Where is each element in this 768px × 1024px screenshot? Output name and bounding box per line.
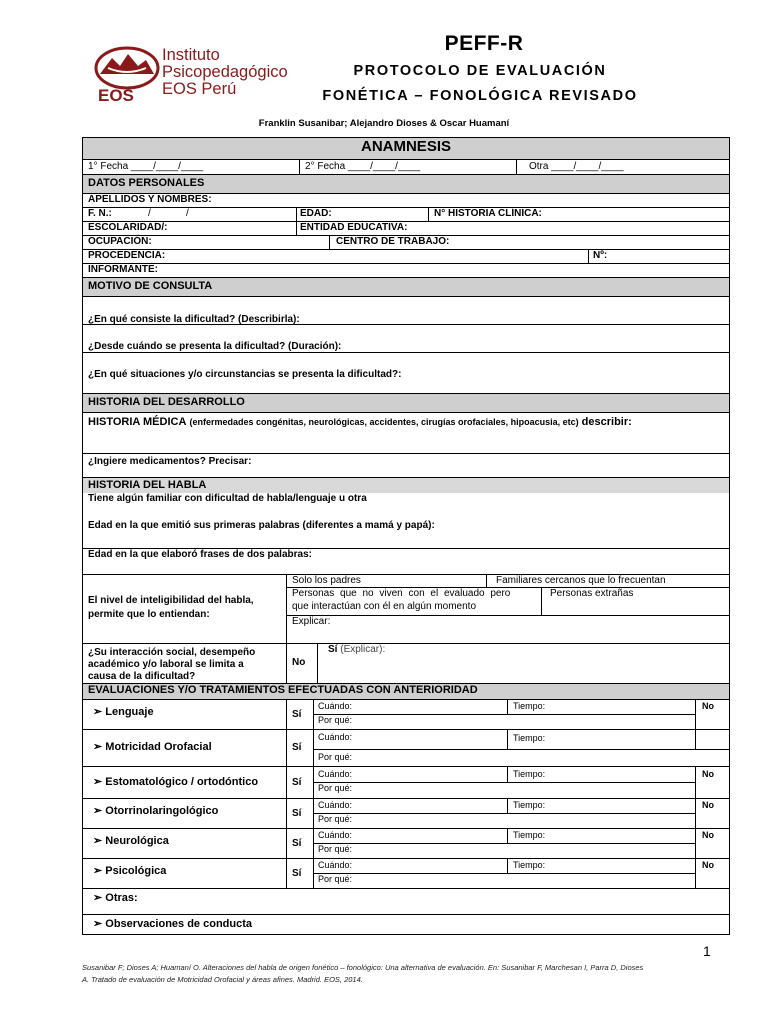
date-1-field[interactable]: 1° Fecha ____/____/____ (88, 161, 204, 172)
inteligibilidad-explicar[interactable]: Explicar: (292, 616, 331, 627)
habla-header (83, 478, 729, 493)
entidad-label[interactable]: ENTIDAD EDUCATIVA: (300, 222, 408, 233)
arrow-icon: ➢ (93, 776, 103, 788)
historia-medica-describir: describir: (581, 416, 632, 428)
social-explicar: (Explicar): (340, 644, 386, 655)
numero-label[interactable]: Nº: (593, 250, 608, 261)
anamnesis-title: ANAMNESIS (360, 138, 451, 155)
option-personas-line-2[interactable]: que interactúan con él en algún momento (292, 601, 477, 612)
citation-line-1: Susanibar F; Dioses A; Huamaní O. Alteraciones del habla de origen fonético – fonológico: Una alternativa de evaluación. En: Susanibar F, Marchesan I, Parra D, Dioses (82, 963, 644, 972)
logo-line-1: Instituto (162, 46, 220, 64)
arrow-icon: ➢ (93, 805, 103, 817)
edad-label[interactable]: EDAD: (300, 208, 332, 219)
fn-separator-2: / (186, 208, 189, 219)
eval-psicologica-tiempo[interactable]: Tiempo: (513, 860, 546, 870)
eval-row-estomatologico (83, 767, 729, 799)
ocupacion-row (83, 236, 729, 250)
eval-lenguaje-si[interactable]: Sí (292, 709, 302, 720)
eval-estomatologico-tiempo[interactable]: Tiempo: (513, 769, 546, 779)
eval-item-otras[interactable]: ➢ Otras: (93, 892, 138, 904)
inteligibilidad-label-2: permite que lo entiendan: (88, 609, 210, 620)
motivo-title: MOTIVO DE CONSULTA (88, 280, 213, 292)
centro-trabajo-label[interactable]: CENTRO DE TRABAJO: (336, 236, 450, 247)
eval-lenguaje-cuando[interactable]: Cuándo: (318, 701, 353, 711)
logo-line-3: EOS Perú (162, 80, 237, 98)
motivo-q3[interactable]: ¿En qué situaciones y/o circunstancias se presenta la dificultad?: (88, 369, 402, 380)
escolaridad-row (83, 222, 729, 236)
eval-item-psicologica: ➢ Psicológica (93, 865, 167, 877)
eval-psicologica-cuando[interactable]: Cuándo: (318, 860, 353, 870)
eval-row-lenguaje (83, 700, 729, 730)
familiar-question[interactable]: Tiene algún familiar con dificultad de habla/lenguaje u otra (88, 493, 367, 504)
apellidos-row (83, 194, 729, 208)
arrow-icon: ➢ (93, 892, 103, 904)
anamnesis-form (82, 137, 730, 935)
eval-estomatologico-porque[interactable]: Por qué: (318, 783, 353, 793)
escolaridad-label[interactable]: ESCOLARIDAD/: (88, 222, 168, 233)
habla-title: HISTORIA DEL HABLA (88, 479, 207, 491)
evaluaciones-title: EVALUACIONES Y/O TRATAMIENTOS EFECTUADAS CON ANTERIORIDAD (88, 684, 478, 696)
habla-familiar-row (83, 493, 729, 549)
observaciones-row (83, 915, 729, 935)
historia-medica-text[interactable] (88, 416, 632, 428)
eval-otorrino-no[interactable]: No (702, 800, 714, 810)
option-familiares-cercanos[interactable]: Familiares cercanos que lo frecuentan (496, 575, 666, 586)
social-si-option[interactable] (328, 644, 385, 655)
informante-row (83, 264, 729, 278)
datos-personales-title: DATOS PERSONALES (88, 177, 205, 189)
fn-row (83, 208, 729, 222)
eval-psicologica-porque[interactable]: Por qué: (318, 874, 353, 884)
eval-row-motricidad (83, 730, 729, 767)
arrow-icon: ➢ (93, 741, 103, 753)
observaciones-conducta[interactable]: ➢ Observaciones de conducta (93, 918, 252, 930)
social-question-1: ¿Su interacción social, desempeño (88, 647, 256, 658)
arrow-icon: ➢ (93, 835, 103, 847)
inteligibilidad-block (83, 575, 729, 644)
eval-psicologica-no[interactable]: No (702, 860, 714, 870)
eval-otorrino-porque[interactable]: Por qué: (318, 814, 353, 824)
social-question-3: causa de la dificultad? (88, 671, 196, 682)
eval-item-otorrino: ➢ Otorrinolaringológico (93, 805, 219, 817)
eval-neurologica-cuando[interactable]: Cuándo: (318, 830, 353, 840)
eval-item-estomatologico: ➢ Estomatológico / ortodóntico (93, 776, 259, 788)
eval-lenguaje-porque[interactable]: Por qué: (318, 715, 353, 725)
motivo-q1[interactable]: ¿En qué consiste la dificultad? (Describirla): (88, 314, 300, 325)
authors-line: Franklin Susanibar; Alejandro Dioses & Oscar Huamaní (258, 118, 510, 129)
informante-label[interactable]: INFORMANTE: (88, 264, 158, 275)
procedencia-row (83, 250, 729, 264)
social-si-label: Sí (328, 644, 338, 655)
eval-item-motricidad: ➢ Motricidad Orofacial (93, 741, 212, 753)
datos-personales-header (83, 175, 729, 194)
medicamentos-row (83, 454, 729, 478)
eval-motricidad-si[interactable]: Sí (292, 742, 302, 753)
fn-label[interactable]: F. N.: (88, 208, 112, 219)
option-personas-extranas[interactable]: Personas extrañas (550, 588, 634, 599)
eval-lenguaje-tiempo[interactable]: Tiempo: (513, 701, 546, 711)
historia-medica-detail: (enfermedades congénitas, neurológicas, accidentes, cirugías orofaciales, hipoacusia, etc) (189, 417, 579, 427)
date-2-field[interactable]: 2° Fecha ____/____/____ (305, 161, 421, 172)
eval-psicologica-si[interactable]: Sí (292, 868, 302, 879)
motivo-q2[interactable]: ¿Desde cuándo se presenta la dificultad? (Duración): (88, 341, 342, 352)
motivo-header (83, 278, 729, 297)
document-title: PEFF-R (444, 32, 524, 55)
historia-clinica-label[interactable]: N° HISTORIA CLÍNICA: (434, 208, 542, 219)
page-number: 1 (703, 943, 711, 959)
eval-neurologica-porque[interactable]: Por qué: (318, 844, 353, 854)
option-personas-line-1[interactable]: Personas que no viven con el evaluado pero (292, 588, 511, 599)
eval-otorrino-si[interactable]: Sí (292, 808, 302, 819)
social-question-2: académico y/o laboral se limita a (88, 659, 244, 670)
eval-neurologica-no[interactable]: No (702, 830, 714, 840)
historia-medica-row (83, 413, 729, 454)
inteligibilidad-label-1: El nivel de inteligibilidad del habla, (88, 595, 254, 606)
citation-footer (82, 962, 730, 986)
document-subtitle-2: FONÉTICA – FONOLÓGICA REVISADO (322, 88, 638, 104)
motivo-q3-row (83, 353, 729, 394)
motivo-q2-row (83, 325, 729, 353)
desarrollo-header (83, 394, 729, 413)
eval-motricidad-tiempo[interactable]: Tiempo: (513, 733, 546, 743)
logo-line-2: Psicopedagógico (162, 63, 288, 81)
eval-otorrino-tiempo[interactable]: Tiempo: (513, 800, 546, 810)
eval-item-neurologica: ➢ Neurológica (93, 835, 169, 847)
eval-motricidad-porque[interactable]: Por qué: (318, 752, 353, 762)
desarrollo-title: HISTORIA DEL DESARROLLO (88, 396, 245, 408)
interaccion-social-row (83, 644, 729, 684)
fn-separator-1: / (148, 208, 151, 219)
evaluaciones-header (83, 684, 729, 700)
eval-otorrino-cuando[interactable]: Cuándo: (318, 800, 353, 810)
option-solo-padres[interactable]: Solo los padres (292, 575, 361, 586)
eval-estomatologico-si[interactable]: Sí (292, 777, 302, 788)
eval-neurologica-tiempo[interactable]: Tiempo: (513, 830, 546, 840)
apellidos-label[interactable]: APELLIDOS Y NOMBRES: (88, 194, 212, 205)
svg-text:EOS: EOS (98, 86, 134, 104)
eval-estomatologico-no[interactable]: No (702, 769, 714, 779)
eval-row-neurologica (83, 829, 729, 859)
frases-row (83, 549, 729, 575)
historia-medica-label: HISTORIA MÉDICA (88, 416, 187, 428)
arrow-icon: ➢ (93, 918, 103, 930)
eval-item-lenguaje: ➢ Lenguaje (93, 706, 154, 718)
eval-row-otras (83, 889, 729, 915)
arrow-icon: ➢ (93, 706, 103, 718)
procedencia-label[interactable]: PROCEDENCIA: (88, 250, 166, 261)
eval-neurologica-si[interactable]: Sí (292, 838, 302, 849)
anamnesis-title-row (83, 138, 729, 160)
eval-lenguaje-no[interactable]: No (702, 701, 714, 711)
medicamentos-question[interactable]: ¿Ingiere medicamentos? Precisar: (88, 456, 252, 467)
document-subtitle-1: PROTOCOLO DE EVALUACIÓN (353, 63, 607, 79)
motivo-q1-row (83, 297, 729, 325)
frases-question[interactable]: Edad en la que elaboró frases de dos palabras: (88, 549, 312, 560)
ocupacion-label[interactable]: OCUPACIÓN: (88, 236, 152, 247)
date-other-field[interactable]: Otra ____/____/____ (529, 161, 624, 172)
arrow-icon: ➢ (93, 865, 103, 877)
eval-motricidad-cuando[interactable]: Cuándo: (318, 732, 353, 742)
dates-row (83, 160, 729, 175)
eval-estomatologico-cuando[interactable]: Cuándo: (318, 769, 353, 779)
social-no-option[interactable]: No (292, 657, 306, 668)
eval-row-otorrino (83, 799, 729, 829)
citation-line-2: A. Tratado de evaluación de Motricidad Orofacial y áreas afines. Madrid. EOS, 2014. (82, 975, 363, 984)
eval-row-psicologica (83, 859, 729, 889)
primeras-palabras-question[interactable]: Edad en la que emitió sus primeras palabras (diferentes a mamá y papá): (88, 520, 435, 531)
